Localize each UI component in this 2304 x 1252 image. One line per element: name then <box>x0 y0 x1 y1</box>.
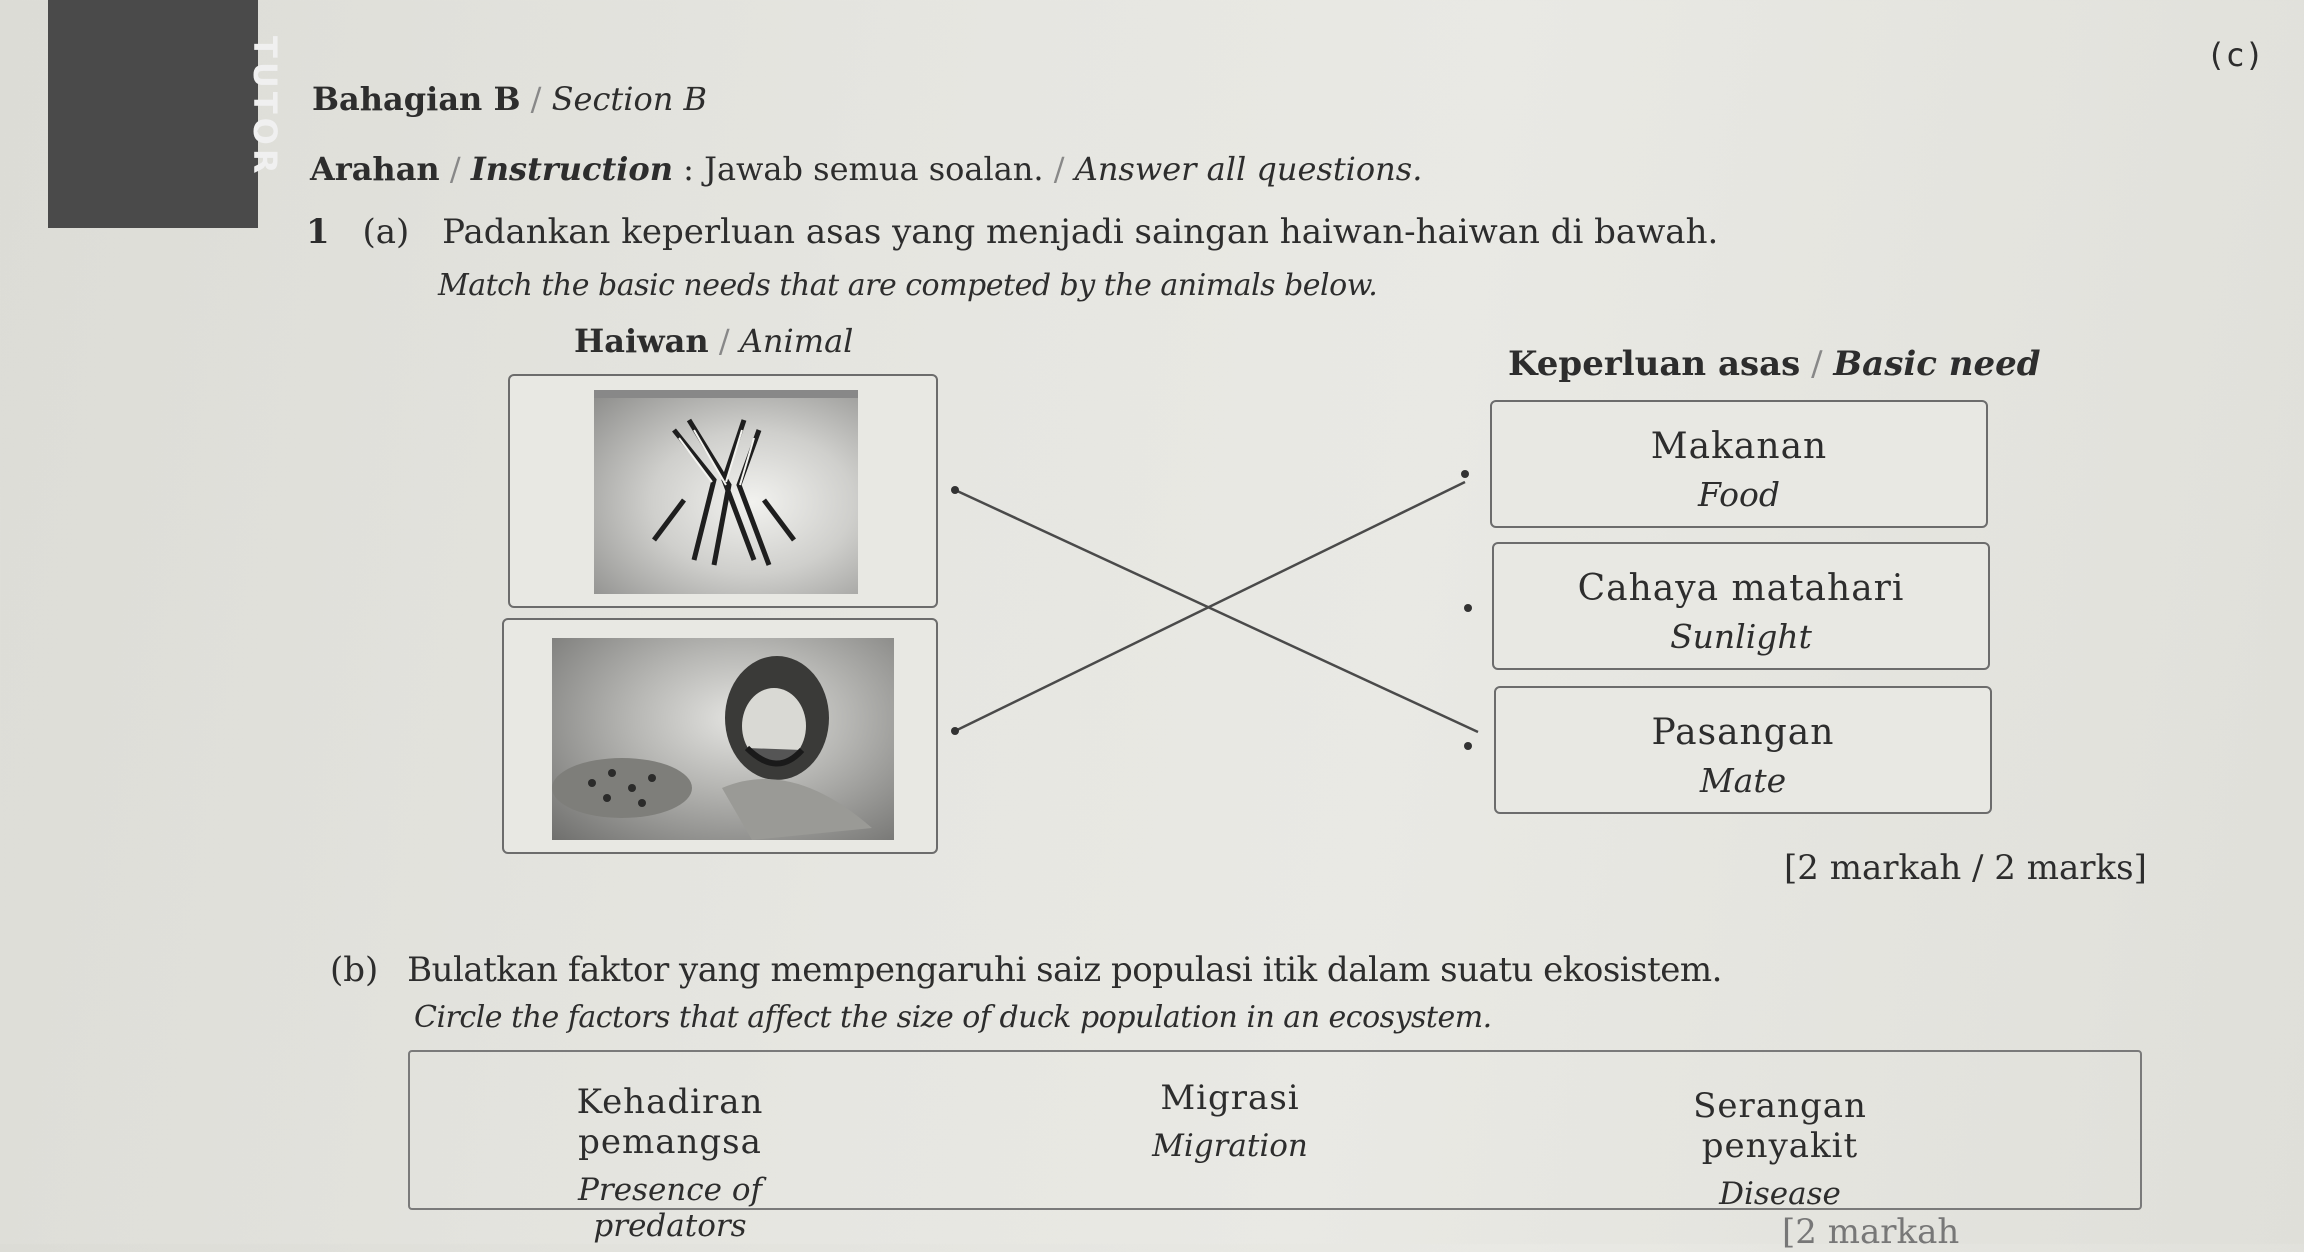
need-label-en: Food <box>1698 475 1780 514</box>
match-dot-zebras[interactable] <box>951 486 959 494</box>
question-text-ms: Bulatkan faktor yang mempengaruhi saiz populasi itik dalam suatu ekosistem. <box>407 950 1722 990</box>
match-dot-lion[interactable] <box>951 727 959 735</box>
separator: / <box>449 150 461 188</box>
factor-migration[interactable] <box>1130 1078 1330 1164</box>
need-header-en: Basic need <box>1833 344 2041 384</box>
question-part-label: (b) <box>330 950 379 990</box>
factor-label-en: Migration <box>1152 1128 1308 1164</box>
section-en: Section B <box>551 80 708 118</box>
marks-label-a: [2 markah / 2 marks] <box>1784 848 2147 888</box>
need-column-header: Keperluan asas / Basic need <box>1508 344 2041 384</box>
factor-label-ms: Kehadiran pemangsa <box>576 1082 764 1162</box>
need-box-sunlight <box>1492 542 1990 670</box>
animal-column-header: Haiwan / Animal <box>574 322 854 360</box>
line-lion-to-food <box>955 482 1465 731</box>
factor-disease[interactable] <box>1620 1086 1940 1212</box>
side-tab-label: TUTOR <box>246 36 284 178</box>
instruction-label-ms: Arahan <box>310 150 440 188</box>
line-zebras-to-mate <box>955 490 1478 732</box>
factor-label-en: Presence of predators <box>578 1172 762 1244</box>
question-text-en: Match the basic needs that are competed by the animals below. <box>438 268 1378 303</box>
need-header-ms: Keperluan asas <box>1508 344 1801 384</box>
instruction-text-ms: : Jawab semua soalan. <box>683 150 1044 188</box>
factor-label-en: Disease <box>1719 1176 1841 1212</box>
need-label-ms: Makanan <box>1650 426 1828 467</box>
need-label-ms: Pasangan <box>1651 712 1835 753</box>
question-number: 1 <box>306 212 330 252</box>
animal-header-ms: Haiwan <box>574 322 709 360</box>
instruction-label-en: Instruction <box>470 150 673 188</box>
need-box-mate <box>1494 686 1992 814</box>
match-dot-food[interactable] <box>1461 470 1469 478</box>
question-part-label: (a) <box>362 212 410 252</box>
need-box-food <box>1490 400 1988 528</box>
question-text-ms: Padankan keperluan asas yang menjadi saingan haiwan-haiwan di bawah. <box>442 212 1719 252</box>
corner-label: (c) <box>2206 36 2264 74</box>
animal-header-en: Animal <box>739 322 854 360</box>
match-dot-sunlight[interactable] <box>1464 604 1472 612</box>
question-b-stem <box>330 950 1722 990</box>
section-ms: Bahagian B <box>312 80 521 118</box>
need-label-en: Mate <box>1699 761 1787 800</box>
factor-label-ms: Migrasi <box>1160 1078 1300 1118</box>
need-label-en: Sunlight <box>1670 617 1812 656</box>
instruction-text-en: Answer all questions. <box>1074 150 1423 188</box>
marks-label-b: [2 markah <box>1782 1212 1960 1252</box>
factor-label-ms: Serangan penyakit <box>1693 1086 1867 1166</box>
separator: / <box>1053 150 1065 188</box>
question-text-en: Circle the factors that affect the size of duck population in an ecosystem. <box>414 1000 1492 1035</box>
need-label-ms: Cahaya matahari <box>1577 568 1905 609</box>
factor-predators[interactable] <box>500 1082 840 1244</box>
match-dot-mate[interactable] <box>1464 742 1472 750</box>
separator: / <box>530 80 542 118</box>
